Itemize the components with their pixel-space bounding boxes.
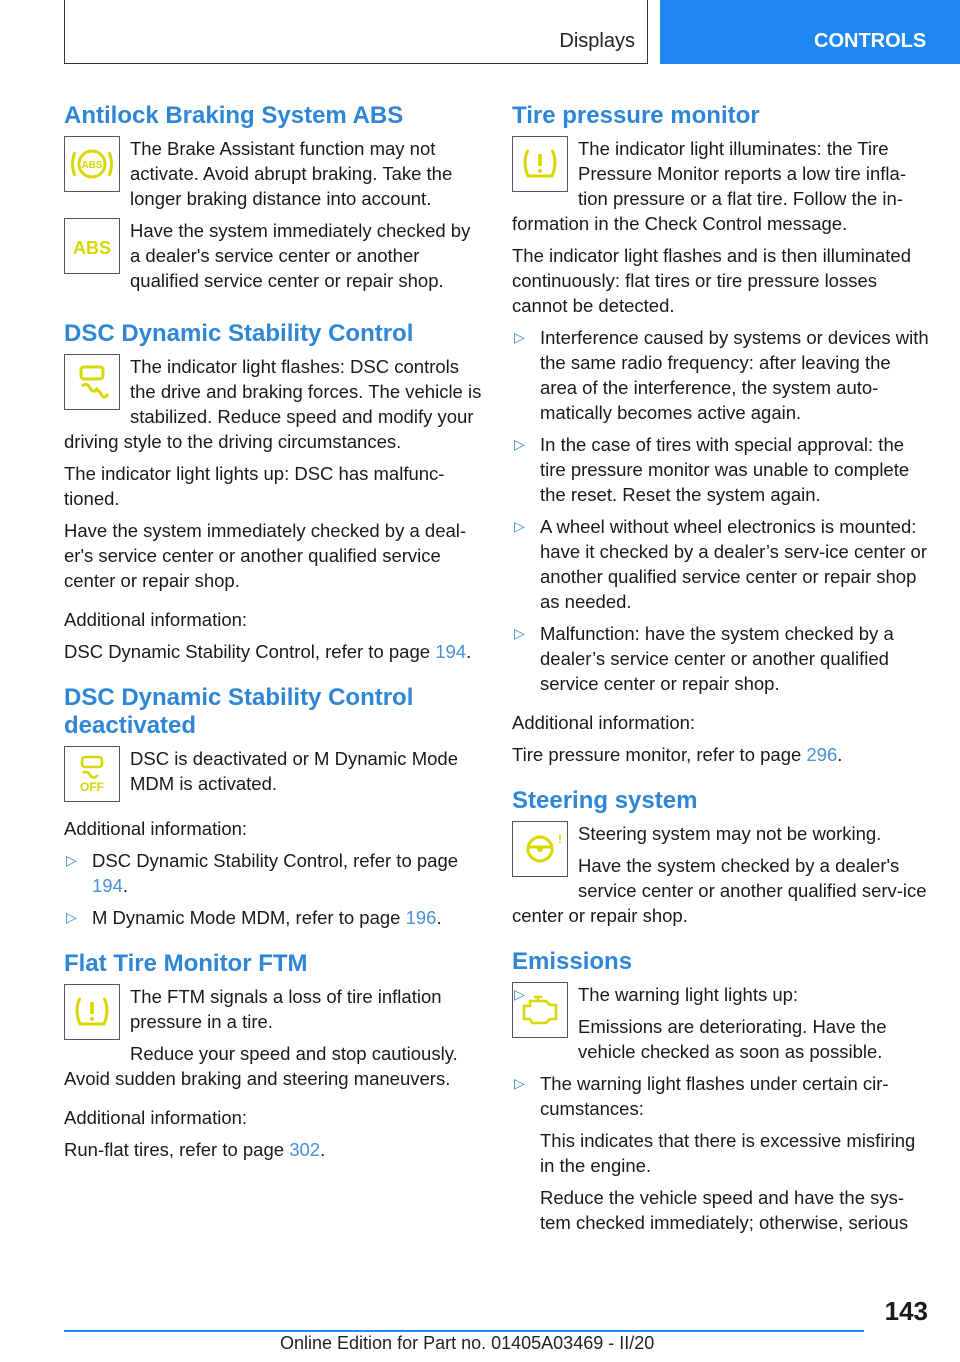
ftm-page-link[interactable]: 302 (289, 1139, 321, 1160)
ftm-additional-label: Additional information: (64, 1107, 248, 1128)
svg-text:ABS: ABS (72, 238, 112, 258)
ftm-text-1: The FTM signals a loss of tire inflation pressure in a tire. (130, 986, 442, 1032)
list-item: ▷ M Dynamic Mode MDM, refer to page 196. (66, 907, 442, 928)
tire-pressure-warning-icon (512, 136, 568, 192)
steering-heading: Steering system (512, 787, 698, 814)
tpm-page-link[interactable]: 296 (806, 744, 838, 765)
right-column (512, 102, 932, 1255)
svg-text:!: ! (558, 832, 562, 846)
dscoff-text-1: DSC is deactivated or M Dynamic Mode MDM is activated. (130, 748, 458, 794)
emissions-list (512, 982, 932, 1064)
dscoff-ref-list (64, 848, 484, 930)
header-chapter-title: CONTROLS (814, 30, 927, 52)
header-section-title: Displays (559, 30, 635, 52)
section-dsc (64, 320, 484, 664)
triangle-bullet-icon: ▷ (514, 329, 525, 345)
emissions-sub-text: Emissions are deteriorating. Have the vehicle checked as soon as possible. (578, 1016, 887, 1062)
left-column (64, 102, 484, 1182)
dscoff-heading: DSC Dynamic Stability Control deactivated (64, 684, 414, 739)
triangle-bullet-icon: ▷ (514, 1075, 525, 1091)
section-steering (512, 787, 932, 928)
triangle-bullet-icon: ▷ (66, 852, 77, 868)
tpm-list (512, 325, 932, 696)
dsc-text-1: The indicator light flashes: DSC controls the drive and braking forces. The vehicle is stabilized. Reduce speed and modify your driving style to the driving circumstances. (64, 356, 482, 452)
ftm-heading: Flat Tire Monitor FTM (64, 950, 308, 977)
header-chapter-tab[interactable] (660, 0, 960, 64)
dscoff-page-link-1[interactable]: 194 (92, 875, 123, 896)
emissions-heading: Emissions (512, 948, 633, 975)
triangle-bullet-icon: ▷ (66, 909, 77, 925)
section-tpm (512, 102, 932, 767)
dsc-heading: DSC Dynamic Stability Control (64, 320, 414, 347)
abs-text-icon (64, 218, 120, 274)
emissions-sub-text-2: Reduce the vehicle speed and have the sys-tem checked immediately; otherwise, serious (540, 1187, 909, 1233)
dsc-reference: DSC Dynamic Stability Control, refer to page 194. (64, 641, 472, 662)
footer-divider (64, 1330, 864, 1332)
list-item: ▷ DSC Dynamic Stability Control, refer to page 194. (66, 850, 459, 896)
dsc-text-2: The indicator light lights up: DSC has malfunc-tioned. (64, 463, 445, 509)
emissions-list-2 (512, 1071, 932, 1235)
tire-warning-icon (64, 984, 120, 1040)
footer-edition: Online Edition for Part no. 01405A03469 - II/20 (280, 1333, 655, 1353)
triangle-bullet-icon: ▷ (514, 436, 525, 452)
triangle-bullet-icon: ▷ (514, 518, 525, 534)
steering-text-2: Have the system checked by a dealer's service center or another qualified serv-ice center or repair shop. (512, 855, 927, 926)
steering-text-1: Steering system may not be working. (578, 823, 882, 844)
abs-heading: Antilock Braking System ABS (64, 102, 404, 129)
tpm-text-1: The indicator light illuminates: the Tire Pressure Monitor reports a low tire infla-tion pressure or a flat tire. Follow the in-formation in the Check Control message. (512, 138, 906, 234)
tpm-text-2: The indicator light flashes and is then illuminated continuously: flat tires or tire pressure losses cannot be detected. (512, 245, 912, 316)
list-item: ▷ The warning light flashes under certain cir-cumstances: This indicates that there is excessive misfiring in the engine. Reduce the vehicle speed and have the sys-tem checked immediately; otherwise, serious (512, 1071, 932, 1235)
ftm-text-2: Reduce your speed and stop cautiously. Avoid sudden braking and steering maneuvers. (64, 1043, 458, 1089)
page-number: 143 (884, 1296, 928, 1326)
steering-wheel-warning-icon (512, 821, 568, 877)
ftm-reference: Run-flat tires, refer to page 302. (64, 1139, 326, 1160)
section-emissions (512, 948, 932, 1235)
dscoff-additional-label: Additional information: (64, 818, 248, 839)
list-item: ▷ A wheel without wheel electronics is mounted: have it checked by a dealer’s serv-ice center or another qualified service center or repair shop as needed. (514, 516, 927, 612)
dsc-off-icon (64, 746, 120, 802)
tpm-reference: Tire pressure monitor, refer to page 296. (512, 744, 843, 765)
abs-circle-icon (64, 136, 120, 192)
emissions-sub-text-1: This indicates that there is excessive misfiring in the engine. (540, 1130, 916, 1176)
dsc-text-3: Have the system immediately checked by a deal-er's service center or another qualified service center or repair shop. (64, 520, 467, 591)
section-abs (64, 102, 484, 300)
abs-text-2: Have the system immediately checked by a dealer's service center or another qualified service center or repair shop. (130, 220, 471, 291)
tpm-heading: Tire pressure monitor (512, 102, 760, 129)
triangle-bullet-icon: ▷ (514, 986, 525, 1002)
triangle-bullet-icon: ▷ (514, 625, 525, 641)
dsc-page-link[interactable]: 194 (435, 641, 467, 662)
list-item: ▷ Malfunction: have the system checked by a dealer’s service center or another qualified service center or repair shop. (514, 623, 894, 694)
list-item: ▷ In the case of tires with special approval: the tire pressure monitor was unable to complete the reset. Reset the system again. (514, 434, 910, 505)
dsc-additional-label: Additional information: (64, 609, 248, 630)
dscoff-page-link-2[interactable]: 196 (405, 907, 437, 928)
svg-text:ABS: ABS (81, 160, 103, 171)
list-item: ▷ Interference caused by systems or devices with the same radio frequency: after leaving the area of the interference, the system auto-matically becomes active again. (514, 327, 929, 423)
list-item: ▷ The warning light lights up: Emissions are deteriorating. Have the vehicle checked as soon as possible. (512, 982, 932, 1064)
tpm-additional-label: Additional information: (512, 712, 696, 733)
header-section-box (64, 0, 648, 64)
section-ftm (64, 950, 484, 1162)
dsc-car-skid-icon (64, 354, 120, 410)
svg-text:OFF: OFF (80, 780, 104, 794)
abs-text-1: The Brake Assistant function may not activate. Avoid abrupt braking. Take the longer braking distance into account. (130, 138, 453, 209)
section-dsc-deactivated (64, 684, 484, 930)
